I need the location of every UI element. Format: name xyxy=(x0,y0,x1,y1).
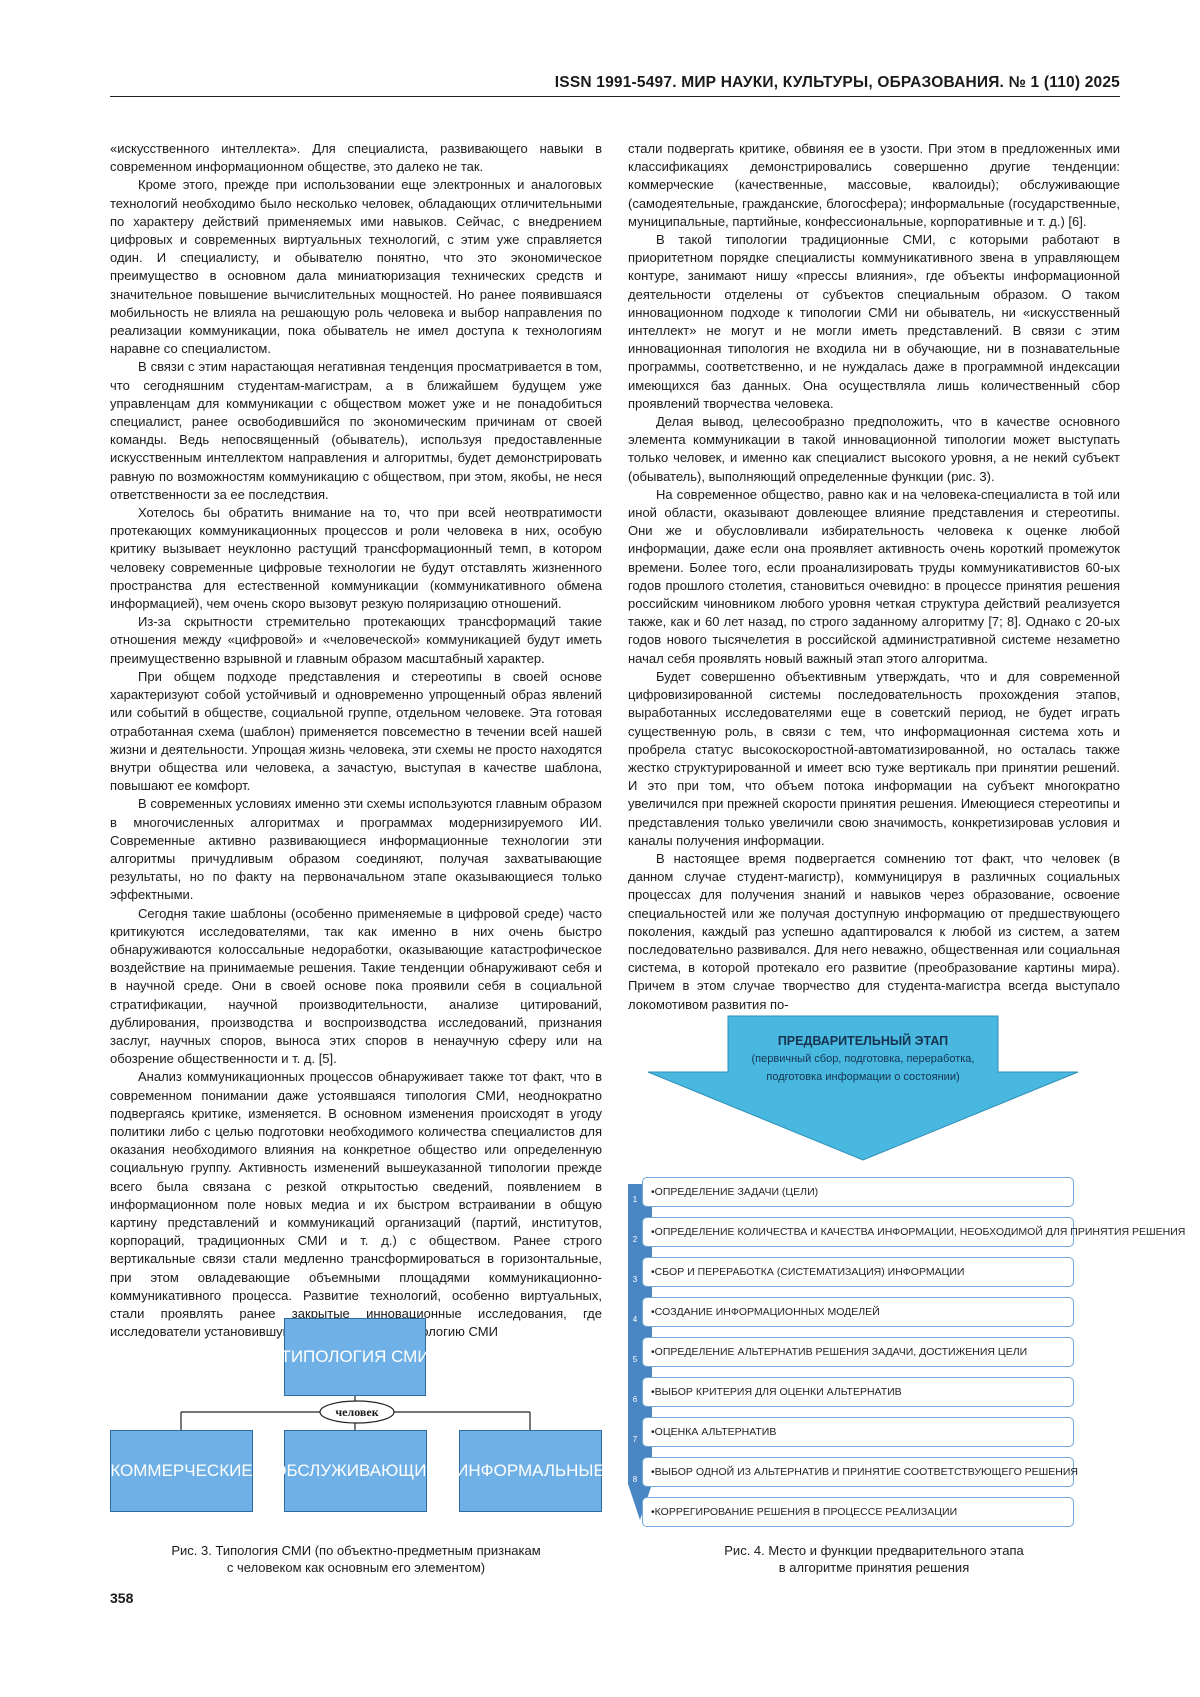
page-number: 358 xyxy=(110,1590,133,1606)
step-box xyxy=(642,1177,1074,1207)
figure-4-diagram xyxy=(628,1002,1120,1522)
paragraph: Кроме этого, прежде при использовании еще электронных и аналоговых технологий необходимо было несколько человек, обладающих отличительными по характеру действий применяемых ими навыков. Сейчас, с внедрением цифровых и современных виртуальных технологий, с этим уже справляется один. И специалисту, и обывателю понятно, что это экономическое преимущество в основном дала миниатюризация технических средств и значительное повышение вычислительных мощностей. Но ранее появившаяся мобильность не влияла на решающую роль человека и выбор направления по реализации коммуникации, пока обыватель не имел доступа к технологиям наравне со специалистом. xyxy=(110,176,602,358)
paragraph: стали подвергать критике, обвиняя ее в узости. При этом в предложенных ими классификациях демонстрировались совершенно другие тенденции: коммерческие (качественные, массовые, квалоиды); обслуживающие (самодеятельные, гражданские, блогосфера); информальные (государственные, муниципальные, партийные, конфессиональные, корпоративные и т. д.) [6]. xyxy=(628,140,1120,231)
caption-line: с человеком как основным его элементом) xyxy=(110,1559,602,1576)
preliminary-stage-label xyxy=(738,1032,988,1086)
step-number: 9 xyxy=(630,1510,640,1519)
paragraph: Сегодня такие шаблоны (особенно применяемые в цифровой среде) часто критикуются исследователями, так как именно в них очень быстро обнаруживаются колоссальные недоработки, оказывающие катастрофическое воздействие на принимаемые решения. Такие тенденции обнаруживают себя и в научной среде. Они в своей основе пока проявили себя в социальной стратификации, научной производительности, анализе цитирований, дублирования, производства и воспроизводства исследований, признания заслуг, научных споров, выноса этих споров в ненаучную сферу или на обозрение общественности и т. д. [5]. xyxy=(110,905,602,1069)
category-commercial-box: КОММЕРЧЕСКИЕ xyxy=(110,1430,253,1512)
step-number: 3 xyxy=(630,1275,640,1284)
step-label: •ОПРЕДЕЛЕНИЕ АЛЬТЕРНАТИВ РЕШЕНИЯ ЗАДАЧИ, ДОСТИЖЕНИЯ ЦЕЛИ xyxy=(651,1346,1027,1358)
paragraph: Будет совершенно объективным утверждать, что и для современной цифровизированной системы последовательность прохождения этапов, выработанных исследователями еще в советский период, не будет играть существенную роль, в связи с тем, что информационная система хоть и пробрела статус высокоскоростной-автоматизированной, но осталась также жестко структурированной и имеет всю туже вертикаль при принятии решений. И это при том, что объем потока информации на субъект многократно увеличился при прежней скорости принятия решения. Имеющиеся стереотипы и представления только увеличили свою значимость, конкретизировав условия и каналы получения информации. xyxy=(628,668,1120,850)
typology-main-box: ТИПОЛОГИЯ СМИ xyxy=(284,1318,426,1396)
category-service-box: ОБСЛУЖИВАЮЩИЕ xyxy=(284,1430,427,1512)
figure-3-caption xyxy=(110,1542,602,1576)
step-box xyxy=(642,1497,1074,1527)
paragraph: В такой типологии традиционные СМИ, с которыми работают в приоритетном порядке специалисты коммуникативного звена в управляющем контуре, занимают нишу «прессы влияния», где объекты информационной деятельности отделены от субъектов специальным образом. О таком инновационном подходе к типологии СМИ ни обыватель, ни «искусственный интеллект» не могут и не могли иметь представлений. В связи с этим инновационная типология не входила ни в обучающие, ни в познавательные программы, соответственно, и не нуждалась даже в программной индексации имеющихся баз данных. Она осуществляла лишь количественный сбор проявлений творчества человека. xyxy=(628,231,1120,413)
step-number: 6 xyxy=(630,1395,640,1404)
paragraph: Из-за скрытности стремительно протекающих трансформаций такие отношения между «цифровой» и «человеческой» коммуникацией будут иметь преимущественно взрывной и главным образом масштабный характер. xyxy=(110,613,602,668)
paragraph: При общем подходе представления и стереотипы в своей основе характеризуют собой устойчивый и одновременно упрощенный образ явлений или событий в обществе, социальной группе, отдельном человеке. Эта готовая отработанная схема (шаблон) применяется повсеместно в течении всей нашей жизни и деятельности. Упрощая жизнь человека, эти схемы не просто находятся внутри общества или человека, а зачастую, выступая в качестве шаблона, повышают ее комфорт. xyxy=(110,668,602,795)
step-box xyxy=(642,1417,1074,1447)
step-number: 1 xyxy=(630,1195,640,1204)
paragraph: На современное общество, равно как и на человека-специалиста в той или иной области, оказывают довлеющее влияние представления и стереотипы. Они же и обусловливали избирательность человека к оценке любой информации, даже если она проявляет активность очень короткий промежуток времени. Более того, если проанализировать труды коммуникативистов 60-ых годов прошлого столетия, становиться очевидно: в процессе принятия решения российским чиновником любого уровня четкая структура действий реализуется также, как и 60 лет назад, по строго заданному алгоритму [7; 8]. Однако с 20-ых годов нового тысячелетия в российской административной системе незаметно начал себя проявлять новый важный этап этого алгоритма. xyxy=(628,486,1120,668)
person-ellipse-label: человек xyxy=(320,1401,394,1423)
step-number: 5 xyxy=(630,1355,640,1364)
figure-4-caption xyxy=(628,1542,1120,1576)
step-box xyxy=(642,1337,1074,1367)
step-number: 8 xyxy=(630,1475,640,1484)
preliminary-stage-title: ПРЕДВАРИТЕЛЬНЫЙ ЭТАП xyxy=(738,1032,988,1050)
step-box xyxy=(642,1377,1074,1407)
paragraph: В современных условиях именно эти схемы используются главным образом в многочисленных алгоритмах и программах модернизируемого ИИ. Современные активно развивающиеся информационные технологии эти алгоритмы причудливым образом соединяют, получая захватывающие результаты, но по факту на первоначальном этапе оказывающиеся только эффектными. xyxy=(110,795,602,904)
paragraph: Анализ коммуникационных процессов обнаруживает также тот факт, что в современном понимании даже устоявшаяся типология СМИ, неоднократно подвергаясь критике, изменяется. В основном изменения происходят в угоду политики либо с целью подготовки необходимого количества специалистов для оказания необходимого влияния на конкретное общество или определенную социальную группу. Активность изменений вышеуказанной типологии прежде всего была связана с резкой открытостью сведений, появлением в информационном поле новых медиа и их быстром встраивании в общую картину представлений и коммуникаций организаций (партий, институтов, корпораций, традиционных СМИ и т. д.) с обществом. Ранее строго вертикальные связи стали медленно трансформироваться в горизонтальные, при этом овладевающие объемными площадями коммуникационно-коммуникативного процесса. Развитие технологий, особенно виртуальных, стали проявлять ранее закрытые инновационные исследования, где исследователи установившуюся типологию СМИ xyxy=(110,1068,602,1341)
caption-line: Рис. 4. Место и функции предварительного этапа xyxy=(628,1542,1120,1559)
step-number: 7 xyxy=(630,1435,640,1444)
step-box xyxy=(642,1297,1074,1327)
step-number: 2 xyxy=(630,1235,640,1244)
step-label: •ОПРЕДЕЛЕНИЕ ЗАДАЧИ (ЦЕЛИ) xyxy=(651,1186,818,1198)
step-label: •СОЗДАНИЕ ИНФОРМАЦИОННЫХ МОДЕЛЕЙ xyxy=(651,1306,880,1318)
caption-line: в алгоритме принятия решения xyxy=(628,1559,1120,1576)
left-text-column xyxy=(110,140,602,1341)
step-label: •ВЫБОР ОДНОЙ ИЗ АЛЬТЕРНАТИВ И ПРИНЯТИЕ СООТВЕТСТВУЮЩЕГО РЕШЕНИЯ xyxy=(651,1466,1078,1478)
header-rule xyxy=(110,96,1120,97)
step-label: •СБОР И ПЕРЕРАБОТКА (СИСТЕМАТИЗАЦИЯ) ИНФОРМАЦИИ xyxy=(651,1266,964,1278)
journal-header: ISSN 1991-5497. МИР НАУКИ, КУЛЬТУРЫ, ОБРАЗОВАНИЯ. № 1 (110) 2025 xyxy=(110,74,1120,92)
paragraph: Делая вывод, целесообразно предположить, что в качестве основного элемента коммуникации в такой инновационной типологии может выступать только человек, и именно как специалист высокого уровня, а не некий субъект (обыватель), выполняющий определенные функции (рис. 3). xyxy=(628,413,1120,486)
step-label: •КОРРЕГИРОВАНИЕ РЕШЕНИЯ В ПРОЦЕССЕ РЕАЛИЗАЦИИ xyxy=(651,1506,957,1518)
preliminary-stage-subtitle: (первичный сбор, подготовка, переработка, xyxy=(738,1050,988,1068)
step-number: 4 xyxy=(630,1315,640,1324)
step-label: •ВЫБОР КРИТЕРИЯ ДЛЯ ОЦЕНКИ АЛЬТЕРНАТИВ xyxy=(651,1386,902,1398)
step-label: •ОЦЕНКА АЛЬТЕРНАТИВ xyxy=(651,1426,776,1438)
step-box xyxy=(642,1457,1074,1487)
preliminary-stage-subtitle: подготовка информации о состоянии) xyxy=(738,1068,988,1086)
category-informal-box: ИНФОРМАЛЬНЫЕ xyxy=(459,1430,602,1512)
preliminary-stage-arrow xyxy=(628,1002,1120,1182)
figure-3-diagram xyxy=(110,1318,602,1518)
paragraph: В настоящее время подвергается сомнению тот факт, что человек (в данном случае студент-магистр), коммуницируя в различных социальных процессах для получения знаний и навыков через образование, освоение специальностей или же получая доступную информацию от предшествующего поколения, каждый раз успешно адаптировался к любой из систем, а затем последовательно развивался. Для него неважно, общественная или социальная система, в которой протекало его развитие (преобразование картины мира). Причем в этом случае творчество для студента-магистра всегда выступало локомотивом развития по- xyxy=(628,850,1120,1014)
caption-line: Рис. 3. Типология СМИ (по объектно-предметным признакам xyxy=(110,1542,602,1559)
step-box xyxy=(642,1217,1074,1247)
step-label: •ОПРЕДЕЛЕНИЕ КОЛИЧЕСТВА И КАЧЕСТВА ИНФОРМАЦИИ, НЕОБХОДИМОЙ ДЛЯ ПРИНЯТИЯ РЕШЕНИЯ xyxy=(651,1226,1185,1238)
right-text-column xyxy=(628,140,1120,1014)
paragraph: Хотелось бы обратить внимание на то, что при всей неотвратимости протекающих коммуникационных процессов и роли человека в них, особую критику вызывает неуклонно растущий трансформационный темп, в котором человеку современные цифровые технологии не будут отставлять жизненного пространства для естественной коммуникации (коммуникативного обмена информацией), чем очень скоро вызовут резкую поляризацию отношений. xyxy=(110,504,602,613)
paragraph: «искусственного интеллекта». Для специалиста, развивающего навыки в современном информационном обществе, это далеко не так. xyxy=(110,140,602,176)
step-box xyxy=(642,1257,1074,1287)
paragraph: В связи с этим нарастающая негативная тенденция просматривается в том, что сегодняшним студентам-магистрам, а в ближайшем будущем уже управленцам для коммуникации с обществом может уже и не понадобиться специалист, ранее освободившийся по экономическим причинам от своей команды. Ведь непосвященный (обыватель), используя предоставленные искусственным интеллектом направления и алгоритмы, будет демонстрировать равную по возможностям коммуникацию с обществом, при этом, якобы, не неся ответственности за ее последствия. xyxy=(110,358,602,504)
